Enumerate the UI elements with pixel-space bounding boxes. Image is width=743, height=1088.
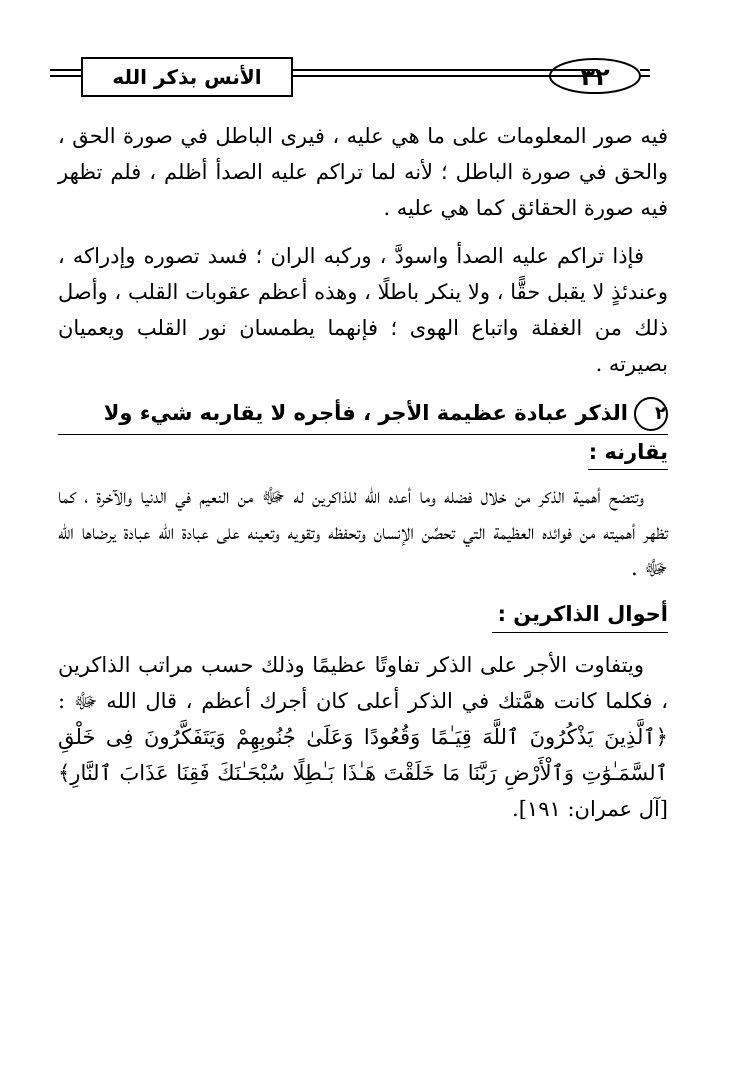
paragraph-text: ويتفاوت الأجر على الذكر تفاوتًا عظيمًا وذلك حسب مراتب الذاكرين ، فكلما كانت همَّتك في الذكر أعلى كان أجرك أعظم ، قال الله ﷻ :: [58, 653, 668, 713]
subheading: أحوال الذاكرين :: [492, 596, 668, 633]
paragraph: [58, 647, 668, 827]
section-title-continued: يقارنه :: [588, 440, 668, 464]
section-title-line: [58, 394, 668, 432]
page-body: [58, 110, 668, 827]
quran-verse: ﴿ٱلَّذِينَ يَذْكُرُونَ ٱللَّهَ قِيَـٰمًا وَقُعُودًا وَعَلَىٰ جُنُوبِهِمْ وَيَتَفَكَّرُونَ فِى خَلْقِ ٱلسَّمَـٰوَٰتِ وَٱلْأَرْضِ رَبَّنَا مَا خَلَقْتَ هَـٰذَا بَـٰطِلًا سُبْحَـٰنَكَ فَقِنَا عَذَابَ ٱلنَّارِ﴾: [58, 725, 668, 785]
page-number: ٣٢: [580, 63, 610, 91]
paragraph: فإذا تراكم عليه الصدأ واسودَّ ، وركبه الران ؛ فسد تصوره وإدراكه ، وعندئذٍ لا يقبل حقًّا ، ولا ينكر باطلًا ، وهذه أعظم عقوبات القلب ، وأصل ذلك من الغفلة واتباع الهوى ؛ فإنهما يطمسان نور القلب ويعميان بصيرته .: [58, 244, 668, 376]
section-title: الذكر عبادة عظيمة الأجر ، فأجره لا يقاربه شيء ولا: [103, 401, 628, 425]
subheading-block: [58, 596, 668, 633]
paragraph: فيه صور المعلومات على ما هي عليه ، فيرى الباطل في صورة الحق ، والحق في صورة الباطل ؛ لأنه لما تراكم عليه الصدأ أظلم ، فلم تظهر فيه صورة الحقائق كما هي عليه .: [58, 124, 668, 220]
section-heading: [58, 394, 668, 470]
running-title: الأنس بذكر الله: [112, 65, 262, 89]
heading-rule-short: [588, 469, 668, 470]
page-header: [50, 50, 650, 100]
heading-rule: [58, 434, 668, 435]
verse-reference: [آل عمران: ١٩١].: [512, 797, 668, 821]
paragraph: وتتضح أهمية الذكر من خلال فضله وما أعده الله للذاكرين له ﷻ من النعيم في الدنيا والآخرة ، كما تظهر أهميته من فوائده العظيمة التي تحصِّن الإنسان وتحفظه وتقويه وتعينه على عبادة الله عبادة يرضاها الله ﷻ .: [58, 484, 668, 580]
section-number: ٢: [634, 397, 668, 431]
